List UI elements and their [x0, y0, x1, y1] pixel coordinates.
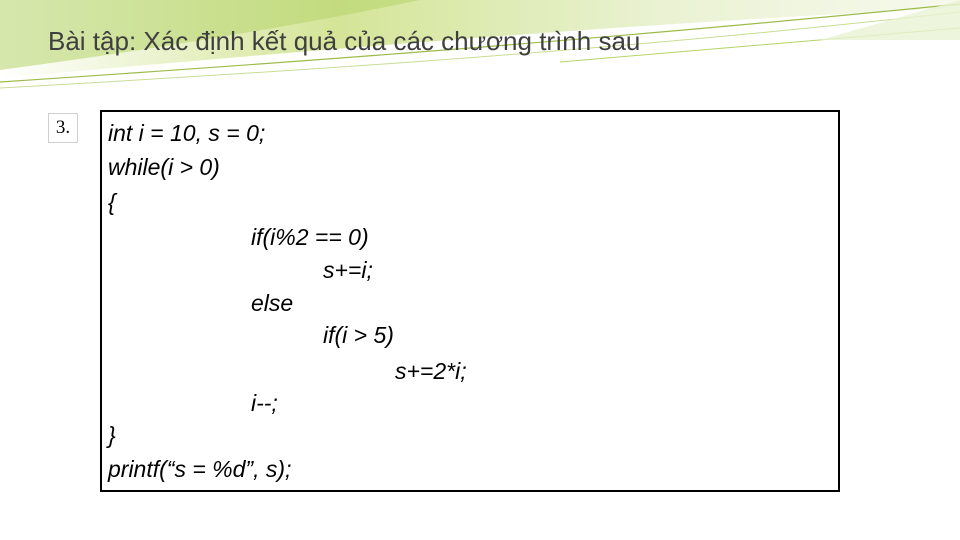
code-line: if(i > 5): [323, 322, 394, 348]
code-block: [100, 110, 840, 492]
code-line: i--;: [251, 390, 278, 416]
code-line: s+=2*i;: [395, 358, 467, 384]
exercise-number: 3.: [48, 113, 78, 143]
code-line: while(i > 0): [108, 154, 220, 180]
code-line: else: [251, 290, 294, 316]
code-line: printf(“s = %d”, s);: [108, 456, 292, 482]
code-line: int i = 10, s = 0;: [108, 120, 266, 146]
code-line: s+=i;: [323, 257, 373, 283]
code-line: if(i%2 == 0): [251, 224, 369, 250]
code-line: {: [108, 189, 116, 215]
code-line: }: [108, 422, 116, 448]
slide-title: Bài tập: Xác định kết quả của các chương trình sau: [48, 26, 641, 56]
